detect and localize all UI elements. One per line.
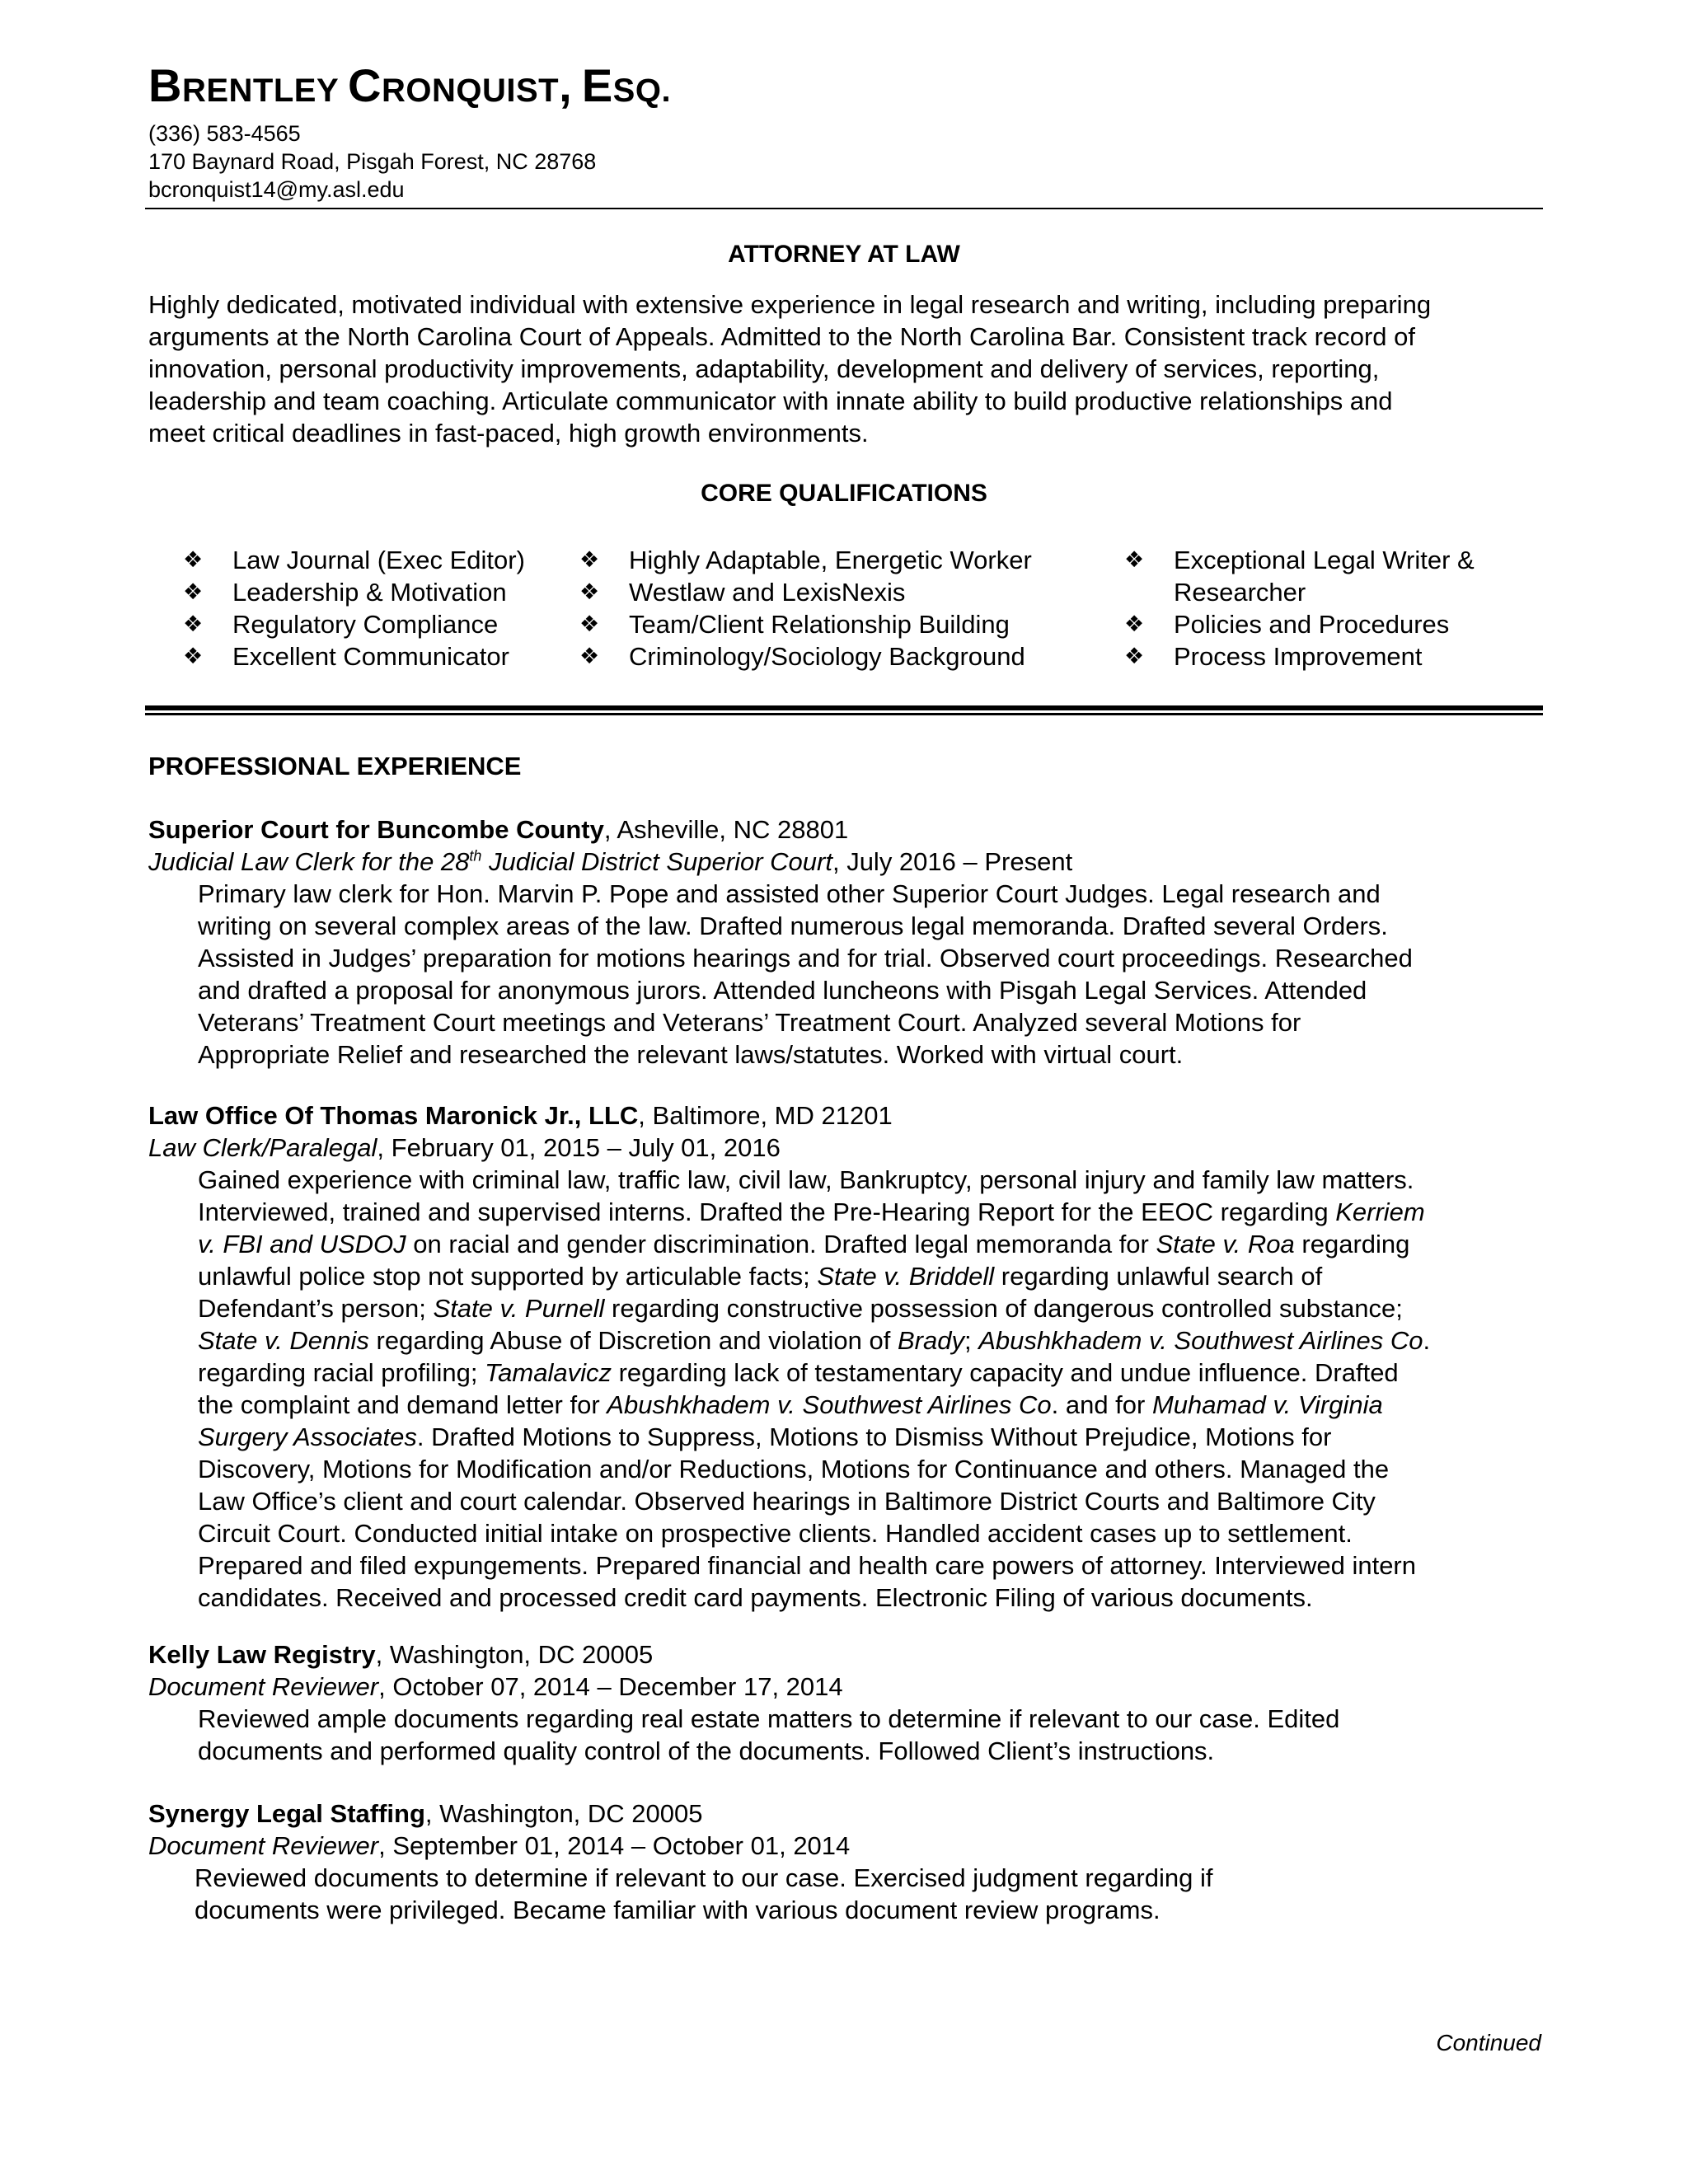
description-line: regarding racial profiling; Tamalavicz regarding lack of testamentary capacity and undue influence. Drafted: [198, 1358, 1399, 1387]
job-entry: [148, 1797, 1550, 1926]
resume-page: BRENTLEY CRONQUIST, ESQ. (336) 583-4565 170 Baynard Road, Pisgah Forest, NC 28768 bcronquist14@my.asl.edu ATTORNEY AT LAW Highly dedicated, motivated individual with extensive experience in legal research and writing, including preparing arguments at the North Carolina Court of Appeals. Admitted to the North Carolina Bar. Consistent track record of innovation, personal productivity improvements, adaptability, development and delivery of services, reporting, leadership and team coaching. Articulate communicator with innate ability to build productive relationships and meet critical deadlines in fast-paced, high growth environments. CORE QUALIFICATIONS ❖ Law Journal (Exec Editor) ❖ Leadership & Motivation ❖ Regulatory Compliance ❖ Excellent Communicator ❖ Highly Adaptable, Energetic Worker ❖ Westlaw and LexisNexis ❖ Team/Client Relationship Building ❖ Criminology/Sociology Background ❖ Exceptional Legal Writer & Researcher ❖ Policies and Procedures ❖ Process Improvement PROFESSIONAL EXPERIENCE Superior Court for Buncombe County, Asheville, NC 28801 Judicial Law Clerk for the 28th Judicial District Superior Court, July 2016 – Present Primary law clerk for Hon. Marvin P. Pope and assisted other Superior Court Judges. Legal research and writing on several complex areas of the law. Drafted numerous legal memoranda. Drafted several Orders. Assisted in Judges’ preparation for motions hearings and for trial. Observed court proceedings. Researched and drafted a proposal for anonymous jurors. Attended luncheons with Pisgah Legal Services. Attended Veterans’ Treatment Court meetings and Veterans’ Treatment Court. Analyzed several Motions for Appropriate Relief and researched the relevant laws/statutes. Worked with virtual court. Law Office Of Thomas Maronick Jr., LLC, Baltimore, MD 21201 Law Clerk/Paralegal, February 01, 2015 – July 01, 2016 Gained experience with criminal law, traffic law, civil law, Bankruptcy, personal injury and family law matters. Interviewed, trained and supervised interns. Drafted the Pre-Hearing Report for the EEOC regarding Kerriem v. FBI and USDOJ on racial and gender discrimination. Drafted legal memoranda for State v. Roa regarding unlawful police stop not supported by articulable facts; State v. Briddell regarding unlawful search of Defendant’s person; State v. Purnell regarding constructive possession of dangerous controlled substance; State v. Dennis regarding Abuse of Discretion and violation of Brady; Abushkhadem v. Southwest Airlines Co. regarding racial profiling; Tamalavicz regarding lack of testamentary capacity and undue influence. Drafted the complaint and demand letter for Abushkhadem v. Southwest Airlines Co. and for Muhamad v. Virginia Surgery Associates. Drafted Motions to Suppress, Motions to Dismiss Without Prejudice, Motions for Discovery, Motions for Modification and/or Reductions, Motions for Continuance and others. Managed the Law Office’s client and court calendar. Observed hearings in Baltimore District Courts and Baltimore City Circuit Court. Conducted initial intake on prospective clients. Handled accident cases up to settlement. Prepared and filed expungements. Prepared financial and health care powers of attorney. Interviewed intern candidates. Received and processed credit card payments. Electronic Filing of various documents. Kelly Law Registry, Washington, DC 20005 Document Reviewer, October 07, 2014 – December 17, 2014 Reviewed ample documents regarding real estate matters to determine if relevant to our case. Edited documents and performed quality control of the documents. Followed Client’s instructions. Synergy Legal Staffing, Washington, DC 20005 Document Reviewer, September 01, 2014 – October 01, 2014 Reviewed documents to determine if relevant to our case. Exercised judgment regarding if documents were privileged. Became familiar with various document review programs. Continued: [0, 0, 1688, 2184]
description-line: Law Office’s client and court calendar. Observed hearings in Baltimore District Courts and Baltimore City: [198, 1487, 1376, 1516]
diamond-bullet-icon: ❖: [183, 547, 204, 572]
diamond-bullet-icon: ❖: [183, 612, 204, 636]
summary-line: arguments at the North Carolina Court of Appeals. Admitted to the North Carolina Bar. Consistent track record of: [148, 322, 1415, 351]
job-title: Law Clerk/Paralegal, February 01, 2015 – July 01, 2016: [148, 1133, 781, 1162]
phone-number: (336) 583-4565: [148, 121, 301, 146]
description-line: Gained experience with criminal law, traffic law, civil law, Bankruptcy, personal injury and family law matters.: [198, 1165, 1414, 1194]
description-line: Interviewed, trained and supervised interns. Drafted the Pre-Hearing Report for the EEOC regarding Kerriem: [198, 1197, 1425, 1226]
description-line: the complaint and demand letter for Abushkhadem v. Southwest Airlines Co. and for Muhamad v. Virginia: [198, 1390, 1383, 1419]
header-divider: [145, 208, 1543, 209]
diamond-bullet-icon: ❖: [579, 547, 600, 572]
job-entry: [148, 1638, 1550, 1767]
description-line: Defendant’s person; State v. Purnell regarding constructive possession of dangerous controlled substance;: [198, 1294, 1403, 1323]
diamond-bullet-icon: ❖: [579, 612, 600, 636]
job-description: Primary law clerk for Hon. Marvin P. Pope and assisted other Superior Court Judges. Legal research and writing on several complex areas of the law. Drafted numerous legal memoranda. Drafted several Orders. Assisted in Judges’ preparation for motions hearings and for trial. Observed court proceedings. Researched and drafted a proposal for anonymous jurors. Attended luncheons with Pisgah Legal Services. Attended Veterans’ Treatment Court meetings and Veterans’ Treatment Court. Analyzed several Motions for Appropriate Relief and researched the relevant laws/statutes. Worked with virtual court.: [198, 879, 1413, 1069]
summary-line: innovation, personal productivity improvements, adaptability, development and delivery of services, reporting,: [148, 354, 1380, 383]
diamond-bullet-icon: ❖: [579, 579, 600, 604]
description-line: Circuit Court. Conducted initial intake on prospective clients. Handled accident cases up to settlement.: [198, 1519, 1353, 1548]
description-line: candidates. Received and processed credit card payments. Electronic Filing of various documents.: [198, 1583, 1313, 1612]
section-divider: [145, 705, 1543, 715]
email-address: bcronquist14@my.asl.edu: [148, 177, 405, 202]
description-line: Surgery Associates. Drafted Motions to Suppress, Motions to Dismiss Without Prejudice, Motions for: [198, 1422, 1332, 1451]
job-employer: Law Office Of Thomas Maronick Jr., LLC, Baltimore, MD 21201: [148, 1101, 893, 1130]
diamond-bullet-icon: ❖: [1124, 644, 1145, 668]
qualifications-heading: CORE QUALIFICATIONS: [701, 480, 987, 507]
job-employer: Kelly Law Registry, Washington, DC 20005: [148, 1640, 654, 1669]
diamond-bullet-icon: ❖: [1124, 612, 1145, 636]
job-entry: [148, 1099, 1550, 1614]
job-entry: [148, 813, 1550, 1071]
job-description: Reviewed documents to determine if relevant to our case. Exercised judgment regarding if documents were privileged. Became familiar with various document review programs.: [195, 1863, 1213, 1924]
job-title: Document Reviewer, October 07, 2014 – December 17, 2014: [148, 1672, 843, 1701]
summary-heading: ATTORNEY AT LAW: [728, 241, 960, 268]
job-employer: Superior Court for Buncombe County, Asheville, NC 28801: [148, 815, 849, 844]
description-line: State v. Dennis regarding Abuse of Discretion and violation of Brady; Abushkhadem v. Southwest Airlines Co.: [198, 1326, 1431, 1355]
candidate-name: BRENTLEY CRONQUIST, ESQ.: [148, 59, 672, 111]
summary-line: meet critical deadlines in fast-paced, high growth environments.: [148, 419, 869, 448]
diamond-bullet-icon: ❖: [1124, 547, 1145, 572]
summary-line: leadership and team coaching. Articulate communicator with innate ability to build productive relationships and: [148, 387, 1393, 415]
experience-heading: PROFESSIONAL EXPERIENCE: [148, 752, 522, 780]
street-address: 170 Baynard Road, Pisgah Forest, NC 28768: [148, 149, 597, 174]
summary-paragraph: [148, 288, 1550, 449]
description-line: unlawful police stop not supported by articulable facts; State v. Briddell regarding unlawful search of: [198, 1262, 1323, 1291]
description-line: Prepared and filed expungements. Prepared financial and health care powers of attorney. Interviewed intern: [198, 1551, 1416, 1580]
diamond-bullet-icon: ❖: [183, 579, 204, 604]
description-line: v. FBI and USDOJ on racial and gender discrimination. Drafted legal memoranda for State v. Roa regarding: [198, 1230, 1410, 1258]
continued-label: Continued: [1436, 2030, 1541, 2055]
summary-line: Highly dedicated, motivated individual with extensive experience in legal research and writing, including preparing: [148, 290, 1432, 319]
diamond-bullet-icon: ❖: [183, 644, 204, 668]
job-title: Document Reviewer, September 01, 2014 – October 01, 2014: [148, 1831, 851, 1860]
diamond-bullet-icon: ❖: [579, 644, 600, 668]
job-employer: Synergy Legal Staffing, Washington, DC 20005: [148, 1799, 703, 1828]
contact-block: [148, 120, 596, 204]
job-title: Judicial Law Clerk for the 28th Judicial District Superior Court, July 2016 – Present: [148, 847, 1073, 876]
job-description: [198, 1164, 1550, 1614]
description-line: Discovery, Motions for Modification and/or Reductions, Motions for Continuance and others. Managed the: [198, 1455, 1390, 1483]
job-description: Reviewed ample documents regarding real estate matters to determine if relevant to our case. Edited documents and performed quality control of the documents. Followed Client’s instructions.: [198, 1704, 1340, 1765]
